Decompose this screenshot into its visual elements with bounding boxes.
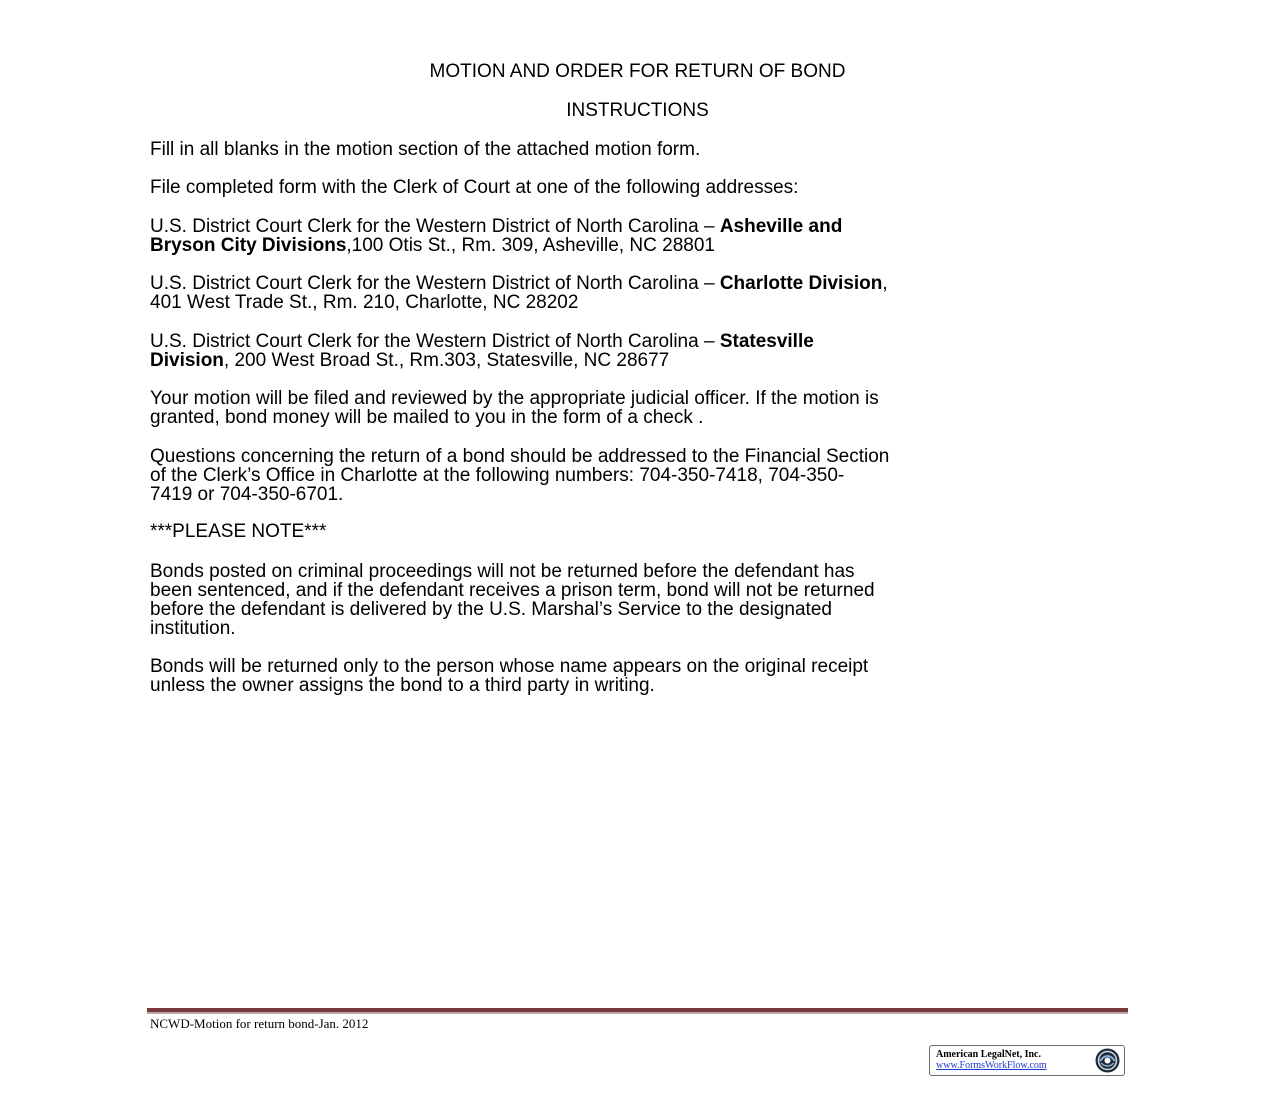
text-line: Bonds will be returned only to the person whose name appears on the original receipt: [150, 656, 869, 677]
logo-website-link[interactable]: www.FormsWorkFlow.com: [936, 1060, 1047, 1071]
footer-form-id: NCWD-Motion for return bond-Jan. 2012: [150, 1016, 369, 1031]
address-statesville: [150, 332, 1140, 370]
text-line: Your motion will be filed and reviewed by the appropriate judicial officer. If the motion is: [150, 388, 879, 409]
text-line: granted, bond money will be mailed to you in the form of a check .: [150, 407, 704, 428]
address-line-1: [150, 274, 1140, 293]
division-name: Charlotte Division: [719, 273, 883, 294]
division-name: Statesville: [719, 331, 814, 352]
text-line: of the Clerk’s Office in Charlotte at the following numbers: 704-350-7418, 704-350-: [150, 465, 845, 486]
address-prefix: U.S. District Court Clerk for the Western District of North Carolina –: [150, 273, 720, 294]
address-asheville: [150, 217, 1140, 255]
page-title: MOTION AND ORDER FOR RETURN OF BOND: [429, 61, 846, 82]
address-line-2: [150, 236, 1140, 255]
footer-rule: [147, 1008, 1128, 1014]
text-line: Bonds posted on criminal proceedings will not be returned before the defendant has: [150, 561, 855, 582]
address-prefix: U.S. District Court Clerk for the Western District of North Carolina –: [150, 216, 720, 237]
paragraph-review: [150, 389, 1140, 427]
address-line-2: [150, 351, 1140, 370]
division-name: Bryson City Divisions: [150, 235, 347, 256]
division-name: Division: [150, 350, 224, 371]
text-line: File completed form with the Clerk of Court at one of the following addresses:: [150, 177, 799, 198]
address-line-1: [150, 332, 1140, 351]
text-line: institution.: [150, 618, 236, 639]
text-line: Questions concerning the return of a bond should be addressed to the Financial Section: [150, 446, 890, 467]
paragraph-questions: [150, 447, 1140, 504]
paragraph-bond-owner: [150, 657, 1140, 695]
paragraph-criminal-bonds: [150, 562, 1140, 638]
street-address: ,100 Otis St., Rm. 309, Asheville, NC 28801: [346, 235, 715, 256]
street-address: 401 West Trade St., Rm. 210, Charlotte, NC 28202: [150, 292, 579, 313]
instruction-file-form: [150, 178, 1140, 197]
division-name: Asheville and: [719, 216, 843, 237]
address-prefix: U.S. District Court Clerk for the Western District of North Carolina –: [150, 331, 720, 352]
text-line: been sentenced, and if the defendant receives a prison term, bond will not be returned: [150, 580, 875, 601]
address-line-1: [150, 217, 1140, 236]
punctuation: ,: [882, 273, 888, 294]
instruction-fill-blanks: [150, 140, 1140, 159]
globe-icon: [1094, 1047, 1121, 1074]
text-line: before the defendant is delivered by the U.S. Marshal’s Service to the designated: [150, 599, 832, 620]
please-note-heading: [150, 522, 1140, 541]
logo-company-name: American LegalNet, Inc.: [936, 1049, 1041, 1060]
text-line: Fill in all blanks in the motion section of the attached motion form.: [150, 139, 701, 160]
address-charlotte: [150, 274, 1140, 312]
text-line: 7419 or 704-350-6701.: [150, 484, 344, 505]
page-subtitle: INSTRUCTIONS: [566, 100, 709, 121]
text-line: ***PLEASE NOTE***: [150, 521, 327, 542]
text-line: unless the owner assigns the bond to a third party in writing.: [150, 675, 655, 696]
publisher-logo[interactable]: [929, 1045, 1125, 1076]
street-address: , 200 West Broad St., Rm.303, Statesville, NC 28677: [223, 350, 670, 371]
